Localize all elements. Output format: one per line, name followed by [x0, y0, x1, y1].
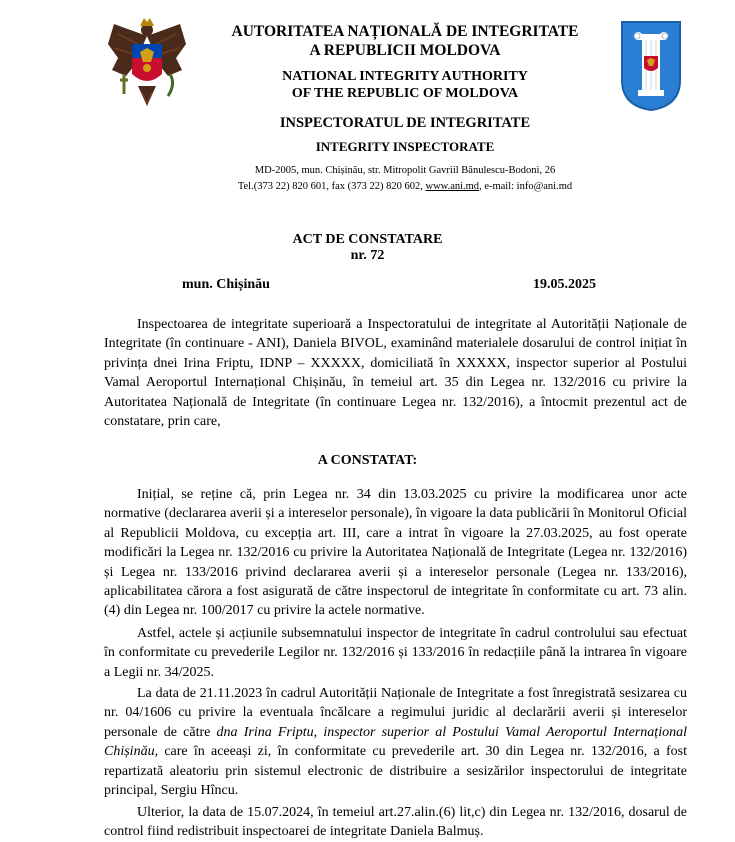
intro-paragraph: Inspectoarea de integritate superioară a Inspectoratului de integritate al Autorității Naționale de Integritate (în continuare - ANI), Daniela BIVOL, examinând materialele dosarului de control inițiat în privința dnei Irina Friptu, IDNP – XXXXX, domiciliată în XXXXX, inspector superior al Postului Vamal Aeroportul Internațional Chișinău, în temeiul art. 35 din Legea nr. 132/2016 cu privire la Autoritatea Națională de Integritate (în continuare Legea nr. 132/2016), a întocmit prezentul act de constatare, prin care,: [104, 317, 687, 430]
institution-title-ro: [190, 22, 620, 60]
institution-title-en-line2: OF THE REPUBLIC OF MOLDOVA: [291, 86, 519, 101]
paragraph-4: Ulterior, la data de 15.07.2024, în temeiul art.27.alin.(6) lit,c) din Legea nr. 132/2016, dosarul de control fiind redistribuit inspectoarei de integritate Daniela Balmuș.: [104, 805, 687, 840]
contact-email: , e-mail: info@ani.md: [479, 181, 573, 192]
ani-emblem-icon: [620, 20, 682, 112]
inspectorate-title-ro: INSPECTORATUL DE INTEGRITATE: [279, 115, 531, 131]
paragraph-3-text-a: La data de 21.11.2023 în cadrul Autorității Naționale de Integritate a fost înregistrată sesizarea cu nr. 04/1606 cu privire la eventuala încălcare a regimului juridic al declarării averii și intereselor personale de către: [104, 686, 687, 740]
institution-title-en: [190, 68, 620, 102]
paragraph-3-text-b: care în aceeași zi, în conformitate cu prevederile art. 30 din Legea nr. 132/2016, a fost repartizată aleatoriu prin sistemul electronic de distribuire a sesizărilor inspectorului de integritate principal, Sergiu Hîncu.: [104, 744, 687, 799]
act-date: 19.05.2025: [533, 277, 596, 292]
postal-address: MD-2005, mun. Chișinău, str. Mitropolit Gavriil Bănulescu-Bodoni, 26: [254, 165, 556, 176]
act-title: ACT DE CONSTATARE: [292, 232, 443, 247]
act-place: mun. Chișinău: [182, 277, 270, 292]
contact-line: [190, 179, 620, 195]
moldova-coat-of-arms-icon: [104, 14, 190, 114]
paragraph-2: Astfel, actele și acțiunile subsemnatului inspector de integritate în cadrul controlului sau efectuat în conformitate cu prevederile Legilor nr. 132/2016 și 133/2016 în redacțiile până la intrarea în vigoare a Legii nr. 34/2025.: [104, 626, 687, 680]
inspectorate-title-en: INTEGRITY INSPECTORATE: [315, 139, 495, 154]
website-link[interactable]: www.ani.md: [425, 181, 480, 192]
institution-title-ro-line2: A REPUBLICII MOLDOVA: [309, 42, 501, 59]
paragraph-3: [104, 684, 687, 800]
institution-title-ro-line1: AUTORITATEA NAȚIONALĂ DE INTEGRITATE: [231, 23, 579, 40]
act-number: nr. 72: [350, 248, 385, 263]
contact-phone-fax: Tel.(373 22) 820 601, fax (373 22) 820 602,: [237, 181, 426, 192]
paragraph-1: Inițial, se reține că, prin Legea nr. 34 din 13.03.2025 cu privire la modificarea unor acte normative (declararea averii și a intereselor personale), în vigoare la data publicării în Monitorul Oficial al Republicii Moldova, cu excepția art. III, care a intrat în vigoare la 27.03.2025, au fost operate modificări la Legea nr. 132/2016 cu privire la Autoritatea Națională de Integritate (Legea nr. 132/2016) și Legea nr. 133/2016 privind declararea averii și a intereselor personale (Legea nr. 133/2016), aplicabilitatea cărora a fost asigurată de către inspectorul de integritate în conformitate cu art. 73 alin. (4) din Legea nr. 100/2017 cu privire la actele normative.: [104, 487, 687, 619]
paragraph-3-italic: dna Irina Friptu, inspector superior al Postului Vamal Aeroportul Internațional Chișinău,: [104, 724, 687, 760]
institution-title-en-line1: NATIONAL INTEGRITY AUTHORITY: [282, 69, 528, 84]
section-heading: A CONSTATAT:: [317, 453, 418, 468]
